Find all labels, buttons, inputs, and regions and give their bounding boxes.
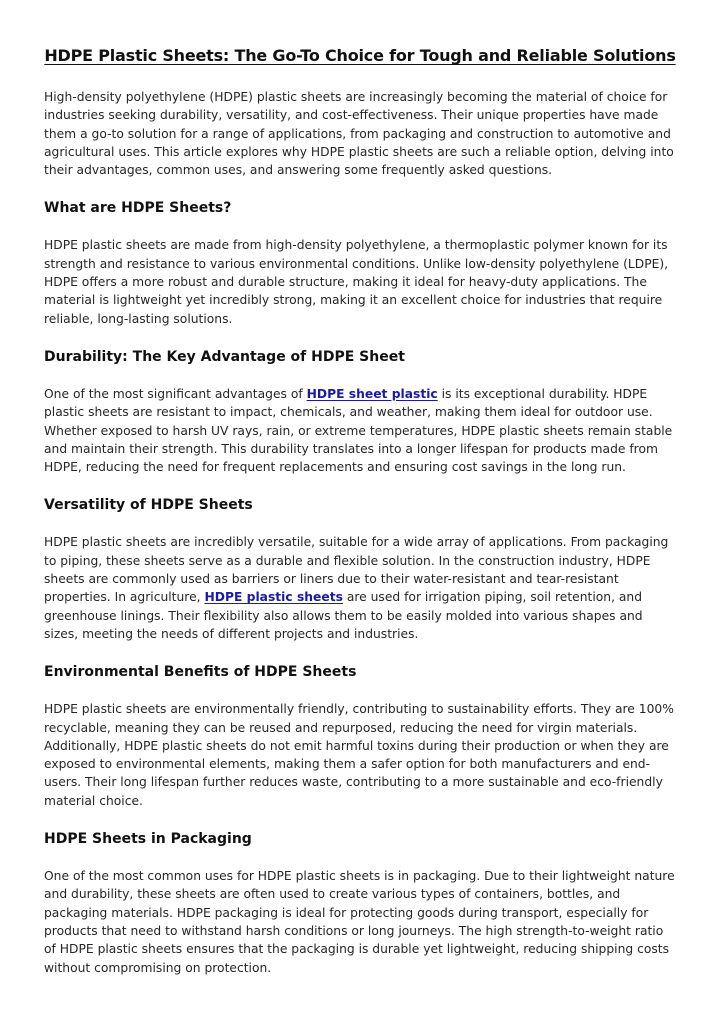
- section-body-versatility: [44, 533, 676, 643]
- hdpe-sheet-plastic-link[interactable]: HDPE sheet plastic: [306, 386, 438, 401]
- versatility-text-before: HDPE plastic sheets are incredibly versatile, suitable for a wide array of applications. From packaging to piping, these sheets serve as a durable and flexible solution. In the construction industry, HDPE sheets are commonly used as barriers or liners due to their water-resistant and tear-resistant properties. In agriculture,: [44, 535, 669, 605]
- section-heading-durability: Durability: The Key Advantage of HDPE Sheet: [44, 348, 405, 365]
- section-body-what-are: HDPE plastic sheets are made from high-density polyethylene, a thermoplastic polymer known for its strength and resistance to various environmental conditions. Unlike low-density polyethylene (LDPE), HDPE offers a more robust and durable structure, making it ideal for heavy-duty applications. The material is lightweight yet incredibly strong, making it an excellent choice for industries that require reliable, long-lasting solutions.: [44, 238, 669, 326]
- article-title: HDPE Plastic Sheets: The Go-To Choice for Tough and Reliable Solutions: [44, 46, 676, 65]
- section-body-packaging: One of the most common uses for HDPE plastic sheets is in packaging. Due to their lightweight nature and durability, these sheets are often used to create various types of containers, bottles, and packaging materials. HDPE packaging is ideal for protecting goods during transport, especially for products that need to withstand harsh conditions or long journeys. The high strength-to-weight ratio of HDPE plastic sheets ensures that the packaging is durable yet lightweight, reducing shipping costs without compromising on protection.: [44, 869, 675, 975]
- section-body-durability: [44, 385, 676, 476]
- section-heading-what-are: What are HDPE Sheets?: [44, 200, 232, 217]
- section-heading-packaging: HDPE Sheets in Packaging: [44, 831, 252, 848]
- section-body-environmental: HDPE plastic sheets are environmentally friendly, contributing to sustainability efforts. They are 100% recyclable, meaning they can be reused and repurposed, reducing the need for virgin materials. Additionally, HDPE plastic sheets do not emit harmful toxins during their production or when they are exposed to environmental elements, making them a safer option for both manufacturers and end-users. Their long lifespan further reduces waste, contributing to a more sustainable and eco-friendly material choice.: [44, 702, 674, 808]
- section-heading-environmental: Environmental Benefits of HDPE Sheets: [44, 664, 357, 681]
- intro-paragraph: High-density polyethylene (HDPE) plastic sheets are increasingly becoming the material of choice for industries seeking durability, versatility, and cost-effectiveness. Their unique properties have made them a go-to solution for a range of applications, from packaging and construction to automotive and agricultural uses. This article explores why HDPE plastic sheets are such a reliable option, delving into their advantages, common uses, and answering some frequently asked questions.: [44, 90, 674, 178]
- hdpe-plastic-sheets-link[interactable]: HDPE plastic sheets: [204, 590, 343, 605]
- durability-text-after: is its exceptional durability. HDPE plastic sheets are resistant to impact, chemicals, and weather, making them ideal for outdoor use. Whether exposed to harsh UV rays, rain, or extreme temperatures, HDPE plastic sheets remain stable and maintain their strength. This durability translates into a longer lifespan for products made from HDPE, reducing the need for frequent replacements and ensuring cost savings in the long run.: [44, 386, 673, 475]
- durability-text-before: One of the most significant advantages of: [44, 386, 307, 401]
- versatility-text-after: are used for irrigation piping, soil retention, and greenhouse linings. Their flexibility also allows them to be easily molded into various shapes and sizes, meeting the needs of different projects and industries.: [44, 590, 643, 641]
- section-heading-versatility: Versatility of HDPE Sheets: [44, 497, 253, 514]
